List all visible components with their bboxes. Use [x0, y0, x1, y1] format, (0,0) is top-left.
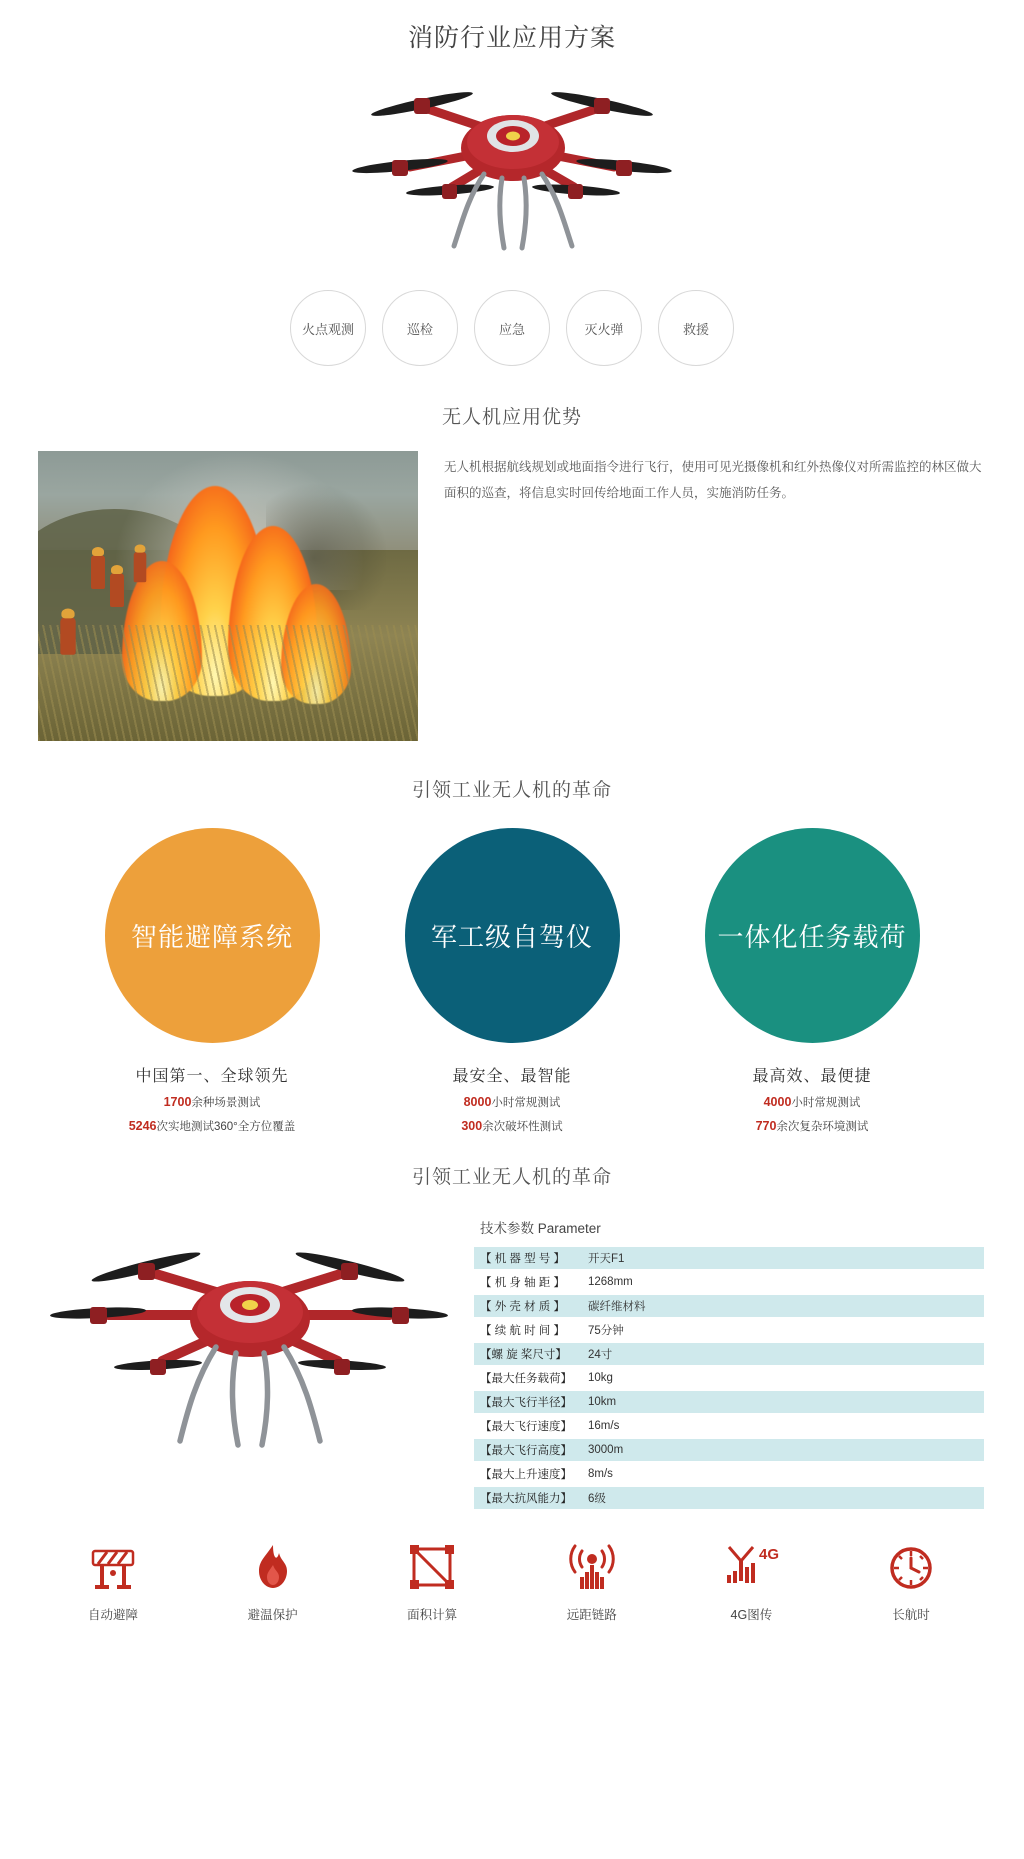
param-key: 【 机 身 轴 距 】: [480, 1277, 565, 1289]
circle-stat-text: 余次复杂环境测试: [776, 1121, 869, 1133]
chip-fire-detection[interactable]: [290, 290, 366, 366]
area-frame-icon: [367, 1539, 497, 1591]
param-key: 【最大飞行高度】: [480, 1445, 572, 1457]
circle-stat-number: 8000: [463, 1095, 492, 1109]
advantage-photo-row: [0, 451, 1024, 741]
param-key: 【螺 旋 桨尺寸】: [480, 1349, 567, 1361]
param-row: [474, 1487, 984, 1509]
circle-title: 智能避障系统: [130, 922, 293, 952]
advantage-paragraph: 无人机根据航线规划或地面指令进行飞行，使用可见光摄像机和红外热像仪对所需监控的林区做大面积的巡查，将信息实时回传给地面工作人员，实施消防任务。: [444, 460, 982, 500]
param-key: 【最大上升速度】: [480, 1469, 572, 1481]
circle-stat: [392, 1094, 632, 1110]
chip-label: 火点观测: [301, 321, 354, 337]
drone-illustration-top: [302, 62, 722, 262]
signal-tower-icon: [527, 1539, 657, 1591]
param-value: 6级: [588, 1493, 606, 1505]
circle-headline: 最高效、最便捷: [752, 1068, 872, 1085]
param-value: 1268mm: [588, 1276, 633, 1288]
param-row: [474, 1439, 984, 1461]
drone-image-bottom: [40, 1213, 460, 1483]
circle-stat-number: 300: [461, 1119, 483, 1133]
circle-stat: [692, 1094, 932, 1110]
param-row: [474, 1343, 984, 1365]
circle-stat-number: 1700: [163, 1095, 192, 1109]
feature-temperature-protection: [208, 1539, 338, 1623]
circle-stat: [92, 1094, 332, 1110]
feature-icon-row: [0, 1511, 1024, 1637]
barrier-icon: [48, 1539, 178, 1591]
param-row: [474, 1295, 984, 1317]
param-row: [474, 1271, 984, 1293]
circle-stat: [92, 1118, 332, 1134]
circle-obstacle-avoidance: [105, 828, 320, 1043]
circle-title: 军工级自驾仪: [430, 922, 593, 952]
param-value: 10km: [588, 1396, 617, 1408]
feature-4g-transmission: [686, 1539, 816, 1623]
circle-headline: 最安全、最智能: [452, 1068, 572, 1085]
chip-label: 应急: [498, 321, 525, 337]
param-row: [474, 1247, 984, 1269]
param-key: 【最大抗风能力】: [480, 1493, 572, 1505]
param-key: 【 机 器 型 号 】: [480, 1253, 565, 1265]
circle-stat-text: 小时常规测试: [491, 1097, 561, 1109]
photo-firefighter: [134, 551, 147, 582]
param-value: 24寸: [588, 1349, 613, 1361]
param-row: [474, 1463, 984, 1485]
param-row: [474, 1319, 984, 1341]
chip-label: 救援: [682, 321, 709, 337]
feature-label: 面积计算: [407, 1608, 458, 1622]
param-row: [474, 1415, 984, 1437]
param-key: 【 外 壳 材 质 】: [480, 1301, 565, 1313]
circle-stat-number: 5246: [128, 1119, 157, 1133]
section-title-revolution-2: 引领工业无人机的革命: [411, 1167, 612, 1188]
circle-stat-text: 小时常规测试: [791, 1097, 861, 1109]
feature-long-range-link: [527, 1539, 657, 1623]
param-value: 10kg: [588, 1372, 613, 1384]
param-row: [474, 1391, 984, 1413]
drone-illustration-bottom: [50, 1219, 450, 1469]
param-key: 【 续 航 时 间 】: [480, 1325, 565, 1337]
4g-signal-icon: [686, 1539, 816, 1591]
section-title-revolution-1: 引领工业无人机的革命: [411, 780, 612, 801]
chip-inspection[interactable]: [382, 290, 458, 366]
circle-stat-number: 770: [755, 1119, 777, 1133]
circle-col-autopilot: [392, 828, 632, 1134]
chip-label: 巡检: [406, 321, 433, 337]
circle-autopilot: [405, 828, 620, 1043]
application-chip-row: [0, 290, 1024, 366]
circle-payload: [705, 828, 920, 1043]
param-key: 【最大任务载荷】: [480, 1373, 572, 1385]
flame-icon: [208, 1539, 338, 1591]
photo-firefighter: [91, 555, 105, 589]
param-row: [474, 1367, 984, 1389]
feature-circles: [0, 828, 1024, 1134]
feature-label: 4G图传: [730, 1608, 773, 1622]
param-value: 75分钟: [588, 1325, 624, 1337]
chip-label: 灭火弹: [584, 321, 624, 337]
param-value: 3000m: [588, 1444, 624, 1456]
photo-grass: [38, 625, 418, 741]
photo-firefighter: [60, 617, 75, 654]
chip-extinguisher-bomb[interactable]: [566, 290, 642, 366]
hero-drone-image: [0, 62, 1024, 272]
circle-headline: 中国第一、全球领先: [135, 1068, 289, 1085]
circle-stat-number: 4000: [763, 1095, 792, 1109]
circle-title: 一体化任务载荷: [717, 922, 907, 952]
feature-label: 避温保护: [247, 1608, 298, 1622]
circle-col-obstacle-avoidance: [92, 828, 332, 1134]
chip-rescue[interactable]: [658, 290, 734, 366]
feature-label: 远距链路: [566, 1608, 617, 1622]
feature-area-calculation: [367, 1539, 497, 1623]
param-key: 【最大飞行半径】: [480, 1397, 572, 1409]
circle-stat-text: 余种场景测试: [191, 1097, 261, 1109]
circle-stat: [692, 1118, 932, 1134]
section-title-advantages: 无人机应用优势: [441, 407, 582, 428]
parameters-title: 技术参数 Parameter: [480, 1221, 601, 1236]
circle-stat: [392, 1118, 632, 1134]
feature-label: 长航时: [892, 1608, 930, 1622]
feature-long-endurance: [846, 1539, 976, 1623]
param-key: 【最大飞行速度】: [480, 1421, 572, 1433]
parameters-panel: [460, 1213, 984, 1511]
page-title: 消防行业应用方案: [407, 24, 616, 52]
circle-stat-text: 次实地测试360°全方位覆盖: [156, 1121, 296, 1133]
circle-col-payload: [692, 828, 932, 1134]
feature-label: 自动避障: [87, 1608, 138, 1622]
parameters-row: [0, 1213, 1024, 1511]
param-value: 8m/s: [588, 1468, 613, 1480]
param-value: 开天F1: [588, 1253, 625, 1265]
clock-icon: [846, 1539, 976, 1591]
param-value: 碳纤维材料: [588, 1301, 646, 1313]
chip-emergency[interactable]: [474, 290, 550, 366]
param-value: 16m/s: [588, 1420, 620, 1432]
svg-text:4G: 4G: [759, 1546, 780, 1563]
forest-fire-photo: [38, 451, 418, 741]
photo-firefighter: [110, 573, 124, 607]
circle-stat-text: 余次破坏性测试: [482, 1121, 563, 1133]
feature-auto-avoidance: [48, 1539, 178, 1623]
